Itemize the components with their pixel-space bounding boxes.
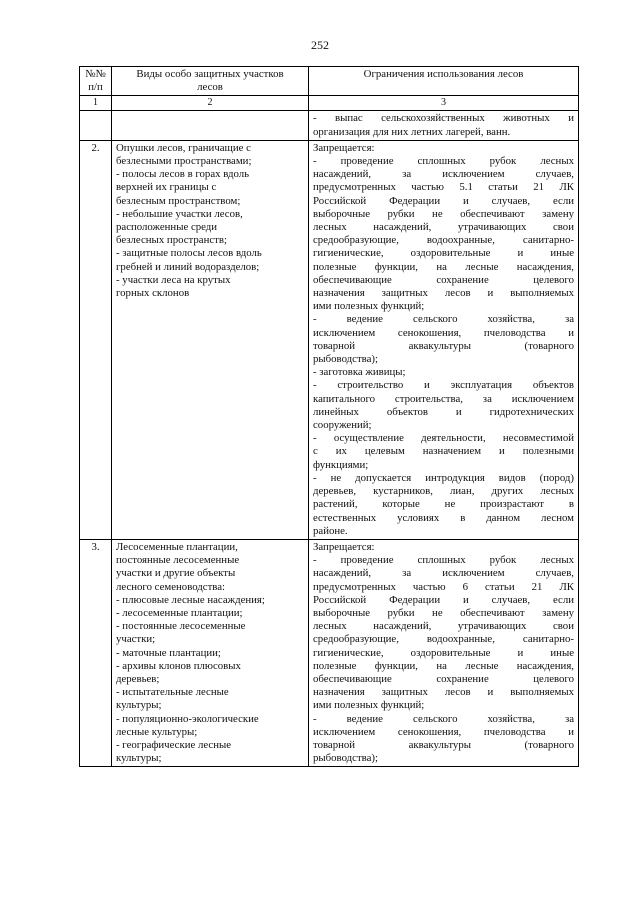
header-num-line: №№ xyxy=(85,68,106,80)
header-kind-line: лесов xyxy=(197,81,223,94)
page-number: 252 xyxy=(311,38,329,52)
restriction-line: капитального строительства, за исключением xyxy=(313,392,574,405)
restriction-line: растений, которые не произрастают в xyxy=(313,498,574,511)
restriction-line: исключением сенокошения, пчеловодства и xyxy=(313,725,574,738)
restriction-line: гигиенические, оздоровительные и иные xyxy=(313,646,574,659)
restriction-line: насаждений, за исключением случаев, xyxy=(313,567,574,580)
restriction-line: товарной аквакультуры (товарного xyxy=(313,339,574,352)
restriction-line: ими полезных функций; xyxy=(313,300,425,313)
restriction-line: - ведение сельского хозяйства, за xyxy=(313,712,574,725)
restriction-line: исключением сенокошения, пчеловодства и xyxy=(313,326,574,339)
restrictions-cell xyxy=(309,140,579,539)
kind-line: - постоянные лесосеменные xyxy=(116,620,246,633)
table-row xyxy=(80,140,579,539)
header-kind xyxy=(112,67,309,96)
kind-line: Опушки лесов, граничащие с xyxy=(116,141,251,154)
column-index-row xyxy=(80,96,579,111)
restriction-line: - не допускается интродукция видов (пород) xyxy=(313,471,574,484)
restriction-line: выборочные рубки не обеспечивают замену xyxy=(313,606,574,619)
kind-line: верхней их границы с xyxy=(116,181,217,194)
restriction-line: гигиенические, оздоровительные и иные xyxy=(313,247,574,260)
restriction-line: предусмотренных частью 5.1 статьи 21 ЛК xyxy=(313,181,574,194)
restriction-line: обеспечивающие сохранение целевого xyxy=(313,672,574,685)
restriction-line: Российской Федерации и случаев, если xyxy=(313,194,574,207)
restriction-line: товарной аквакультуры (товарного xyxy=(313,738,574,751)
restriction-line: Запрещается: xyxy=(313,141,375,154)
restriction-line: выборочные рубки не обеспечивают замену xyxy=(313,207,574,220)
header-restrictions: Ограничения использования лесов xyxy=(309,67,579,96)
restriction-line: с их целевым назначением и полезными xyxy=(313,445,574,458)
restriction-line: полезные функции, на лесные насаждения, xyxy=(313,260,574,273)
kind-line: - участки леса на крутых xyxy=(116,273,231,286)
row-number: 3. xyxy=(80,539,112,766)
table-row xyxy=(80,539,579,766)
kind-line: лесного семеноводства: xyxy=(116,580,226,593)
restriction-line: Российской Федерации и случаев, если xyxy=(313,593,574,606)
column-index: 3 xyxy=(309,96,579,111)
header-kind-line: Виды особо защитных участков xyxy=(136,68,284,80)
restriction-line: лесных насаждений, утрачивающих свои xyxy=(313,221,574,234)
restriction-line: - осуществление деятельности, несовместимой xyxy=(313,432,574,445)
continuation-num-cell xyxy=(80,111,112,140)
header-num xyxy=(80,67,112,96)
kind-line: участки и другие объекты xyxy=(116,567,236,580)
restriction-line: - ведение сельского хозяйства, за xyxy=(313,313,574,326)
restriction-line: средообразующие, водоохранные, санитарно- xyxy=(313,633,574,646)
kind-line: - архивы клонов плюсовых xyxy=(116,659,241,672)
kind-line: безлесным пространством; xyxy=(116,194,241,207)
kind-line: постоянные лесосеменные xyxy=(116,554,240,567)
kind-line: безлесных пространств; xyxy=(116,234,227,247)
header-num-line: п/п xyxy=(88,81,103,94)
restriction-line: назначения защитных лесов и выполняемых xyxy=(313,287,574,300)
restriction-line: деревьев, кустарников, лиан, других лесных xyxy=(313,485,574,498)
restriction-line: рыбоводства); xyxy=(313,752,379,765)
restriction-line: - проведение сплошных рубок лесных xyxy=(313,554,574,567)
kind-line: лесные культуры; xyxy=(116,725,198,738)
kind-line: - небольшие участки лесов, xyxy=(116,207,243,220)
kind-line: - географические лесные xyxy=(116,738,232,751)
kind-line: - популяционно-экологические xyxy=(116,712,259,725)
restriction-line: - заготовка живицы; xyxy=(313,366,406,379)
kind-line: - испытательные лесные xyxy=(116,686,229,699)
restriction-line: средообразующие, водоохранные, санитарно- xyxy=(313,234,574,247)
kind-line: участки; xyxy=(116,633,156,646)
restriction-line: лесных насаждений, утрачивающих свои xyxy=(313,620,574,633)
kind-line: горных склонов xyxy=(116,287,190,300)
restrictions-cell xyxy=(309,539,579,766)
restriction-line: обеспечивающие сохранение целевого xyxy=(313,273,574,286)
restriction-line: организация для них летних лагерей, ванн. xyxy=(313,125,511,138)
restriction-line: линейных объектов и гидротехнических xyxy=(313,405,574,418)
restriction-line: сооружений; xyxy=(313,419,372,432)
column-index: 2 xyxy=(112,96,309,111)
kind-line: гребней и линий водоразделов; xyxy=(116,260,260,273)
continuation-row xyxy=(80,111,579,140)
restriction-line: - проведение сплошных рубок лесных xyxy=(313,155,574,168)
restriction-line: функциями; xyxy=(313,458,369,471)
kind-line: культуры; xyxy=(116,699,162,712)
restriction-line: - выпас сельскохозяйственных животных и xyxy=(313,112,574,125)
restriction-line: ими полезных функций; xyxy=(313,699,425,712)
table-header-row xyxy=(80,67,579,96)
kind-line: - маточные плантации; xyxy=(116,646,221,659)
restriction-line: рыбоводства); xyxy=(313,353,379,366)
restriction-line: - строительство и эксплуатация объектов xyxy=(313,379,574,392)
row-number: 2. xyxy=(80,140,112,539)
restriction-line: полезные функции, на лесные насаждения, xyxy=(313,659,574,672)
kind-cell xyxy=(112,140,309,539)
restriction-line: назначения защитных лесов и выполняемых xyxy=(313,686,574,699)
kind-line: расположенные среди xyxy=(116,221,218,234)
restriction-line: насаждений, за исключением случаев, xyxy=(313,168,574,181)
kind-line: - защитные полосы лесов вдоль xyxy=(116,247,262,260)
restriction-line: естественных условиях в данном лесном xyxy=(313,511,574,524)
restriction-line: предусмотренных частью 6 статьи 21 ЛК xyxy=(313,580,574,593)
restriction-line: Запрещается: xyxy=(313,540,375,553)
column-index: 1 xyxy=(80,96,112,111)
kind-line: деревьев; xyxy=(116,672,160,685)
kind-line: - полосы лесов в горах вдоль xyxy=(116,168,250,181)
continuation-kind-cell xyxy=(112,111,309,140)
kind-line: - лесосеменные плантации; xyxy=(116,606,243,619)
kind-line: - плюсовые лесные насаждения; xyxy=(116,593,265,606)
kind-line: Лесосеменные плантации, xyxy=(116,540,238,553)
restriction-line: районе. xyxy=(313,524,348,537)
restrictions-table xyxy=(79,66,579,767)
kind-cell xyxy=(112,539,309,766)
kind-line: безлесными пространствами; xyxy=(116,155,252,168)
kind-line: культуры; xyxy=(116,752,162,765)
continuation-restrictions-cell xyxy=(309,111,579,140)
